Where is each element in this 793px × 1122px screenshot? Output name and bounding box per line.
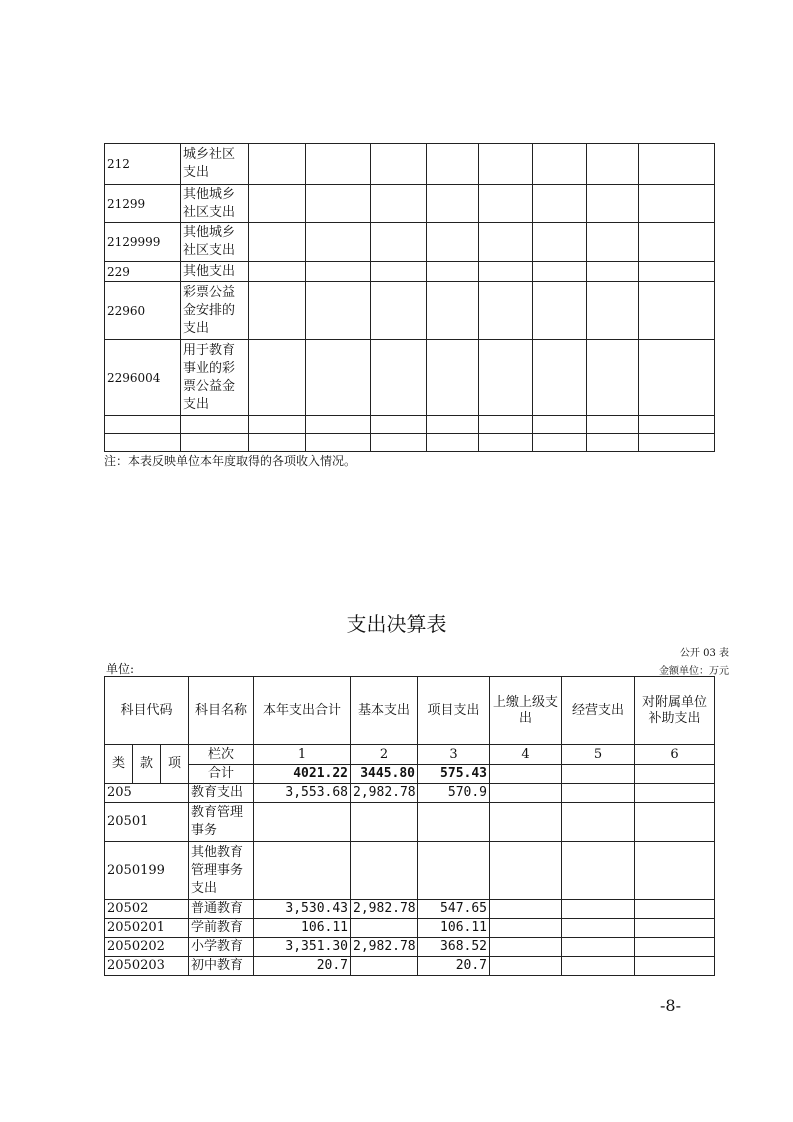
total-basic: 3445.80 [351, 765, 418, 784]
subject-name: 其他城乡社区支出 [181, 185, 249, 223]
table-row [105, 262, 715, 282]
basic-value: 2,982.78 [351, 938, 418, 957]
subject-code: 21299 [105, 185, 181, 223]
project-value: 368.52 [418, 938, 490, 957]
subject-name: 其他教育管理事务支出 [189, 842, 254, 900]
col-6: 6 [635, 745, 715, 765]
table-row [105, 282, 715, 340]
subject-name: 学前教育 [189, 919, 254, 938]
project-value: 570.9 [418, 784, 490, 803]
subject-name: 其他城乡社区支出 [181, 223, 249, 262]
col-2: 2 [351, 745, 418, 765]
table-row [105, 957, 715, 976]
table-row [105, 784, 715, 803]
total-value [254, 842, 351, 900]
subject-code: 22960 [105, 282, 181, 340]
project-value: 106.11 [418, 919, 490, 938]
subject-code: 20502 [105, 900, 189, 919]
header-basic: 基本支出 [351, 677, 418, 745]
amount-unit: 金额单位：万元 [659, 666, 729, 677]
table-row [105, 919, 715, 938]
total-project: 575.43 [418, 765, 490, 784]
table-row [105, 803, 715, 842]
header-row [105, 677, 715, 745]
project-value [418, 842, 490, 900]
header-kuan: 款 [133, 745, 161, 784]
table-row [105, 416, 715, 434]
subject-name: 用于教育事业的彩票公益金支出 [181, 340, 249, 416]
basic-value: 2,982.78 [351, 784, 418, 803]
table-row [105, 185, 715, 223]
subject-code: 2050199 [105, 842, 189, 900]
column-number-row [105, 745, 715, 765]
subject-name: 其他支出 [181, 262, 249, 282]
subject-name: 初中教育 [189, 957, 254, 976]
total-value: 4021.22 [254, 765, 351, 784]
header-total: 本年支出合计 [254, 677, 351, 745]
header-upper: 上缴上级支出 [490, 677, 562, 745]
subject-code: 212 [105, 144, 181, 185]
total-value: 3,351.30 [254, 938, 351, 957]
subject-code: 229 [105, 262, 181, 282]
subject-code: 2050202 [105, 938, 189, 957]
col-1: 1 [254, 745, 351, 765]
table-row [105, 434, 715, 452]
total-value: 3,553.68 [254, 784, 351, 803]
table-row [105, 900, 715, 919]
basic-value [351, 803, 418, 842]
subject-code: 2296004 [105, 340, 181, 416]
header-subsidy: 对附属单位补助支出 [635, 677, 715, 745]
total-value: 3,530.43 [254, 900, 351, 919]
project-value: 547.65 [418, 900, 490, 919]
header-name: 科目名称 [189, 677, 254, 745]
subject-name: 彩票公益金安排的支出 [181, 282, 249, 340]
total-value: 20.7 [254, 957, 351, 976]
page-number: -8- [660, 996, 681, 1015]
basic-value: 2,982.78 [351, 900, 418, 919]
table-note: 注：本表反映单位本年度取得的各项收入情况。 [104, 454, 357, 468]
subject-code: 20501 [105, 803, 189, 842]
col-5: 5 [562, 745, 635, 765]
expenditure-table [104, 676, 715, 976]
header-project: 项目支出 [418, 677, 490, 745]
page-title: 支出决算表 [346, 612, 447, 636]
table-row [105, 842, 715, 900]
total-value: 106.11 [254, 919, 351, 938]
subject-code [105, 416, 181, 434]
income-table-continuation [104, 143, 715, 452]
subject-code: 2050201 [105, 919, 189, 938]
subject-name: 普通教育 [189, 900, 254, 919]
subject-name: 城乡社区支出 [181, 144, 249, 185]
subject-name [181, 416, 249, 434]
project-value [418, 803, 490, 842]
col-3: 3 [418, 745, 490, 765]
header-column: 栏次 [189, 745, 254, 765]
total-row [105, 765, 715, 784]
table-number: 公开 03 表 [679, 648, 729, 659]
basic-value [351, 957, 418, 976]
total-label: 合计 [189, 765, 254, 784]
project-value: 20.7 [418, 957, 490, 976]
header-code: 科目代码 [105, 677, 189, 745]
basic-value [351, 919, 418, 938]
subject-name: 教育管理事务 [189, 803, 254, 842]
header-business: 经营支出 [562, 677, 635, 745]
subject-name [181, 434, 249, 452]
table-row [105, 223, 715, 262]
subject-name: 小学教育 [189, 938, 254, 957]
subject-code: 2050203 [105, 957, 189, 976]
unit-label: 单位: [106, 662, 135, 676]
subject-code [105, 434, 181, 452]
col-4: 4 [490, 745, 562, 765]
header-xiang: 项 [161, 745, 189, 784]
table-row [105, 938, 715, 957]
total-value [254, 803, 351, 842]
table-row [105, 144, 715, 185]
table-row [105, 340, 715, 416]
basic-value [351, 842, 418, 900]
subject-code: 2129999 [105, 223, 181, 262]
subject-name: 教育支出 [189, 784, 254, 803]
subject-code: 205 [105, 784, 189, 803]
header-lei: 类 [105, 745, 133, 784]
